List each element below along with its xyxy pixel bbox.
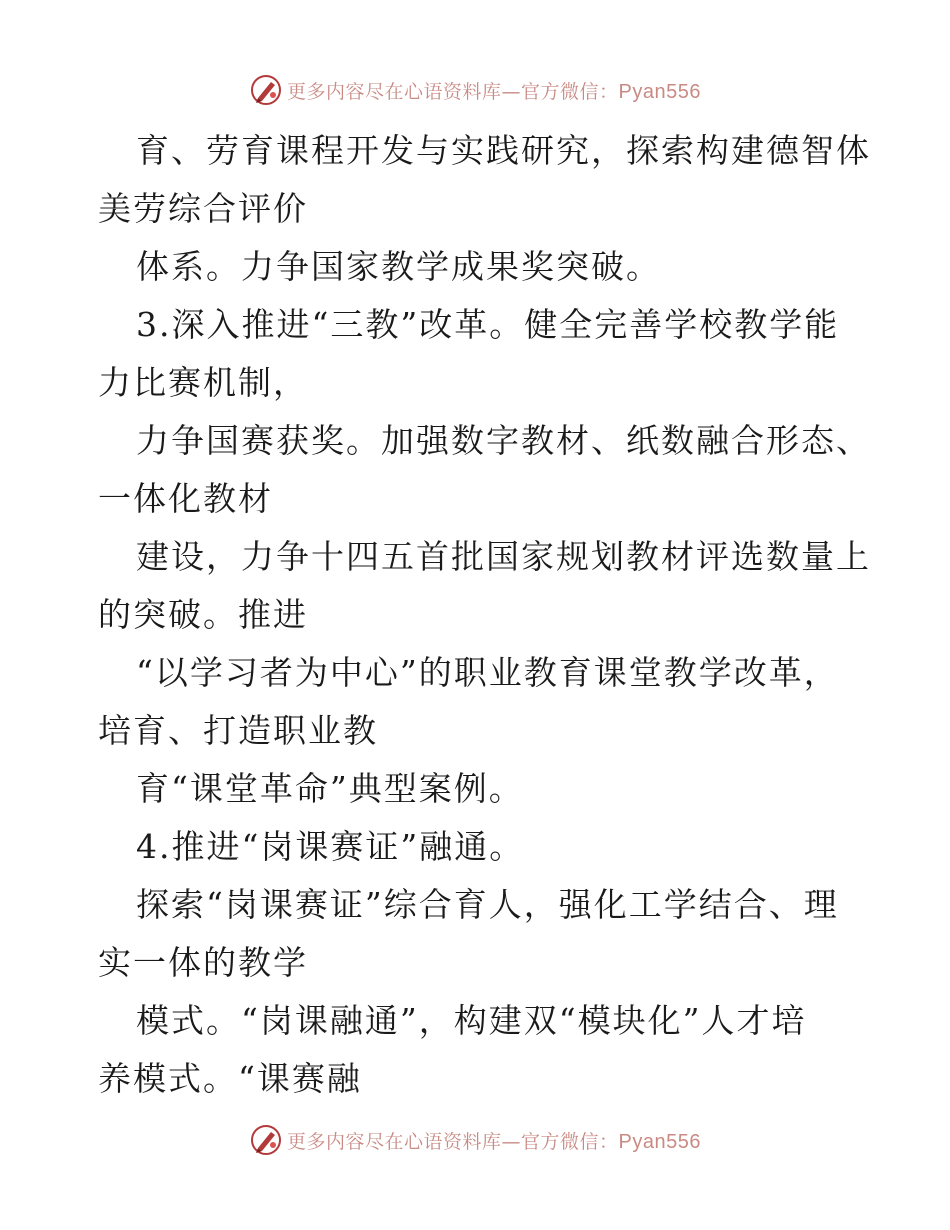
footer-watermark <box>0 1122 950 1158</box>
text-line: 培育、打造职业教 <box>98 711 378 750</box>
header-watermark <box>0 72 950 108</box>
text-line: 美劳综合评价 <box>98 189 308 228</box>
text-line: 力比赛机制， <box>98 363 308 402</box>
document-body <box>98 122 871 1108</box>
text-line: 育、劳育课程开发与实践研究，探索构建德智体 <box>136 131 871 170</box>
text-line: 育“课堂革命”典型案例。 <box>136 769 524 808</box>
text-line: 4.推进“岗课赛证”融通。 <box>136 827 525 866</box>
text-line: 建设，力争十四五首批国家规划教材评选数量上 <box>136 537 871 576</box>
text-line: 体系。力争国家教学成果奖突破。 <box>136 247 661 286</box>
watermark-text: 更多内容尽在心语资料库—官方微信：Pyan556 <box>287 80 701 103</box>
text-line: 一体化教材 <box>98 479 273 518</box>
text-line: 模式。“岗课融通”，构建双“模块化”人才培 <box>136 1001 807 1040</box>
text-line: “以学习者为中心”的职业教育课堂教学改革， <box>136 653 839 692</box>
text-line: 力争国赛获奖。加强数字教材、纸数融合形态、 <box>136 421 871 460</box>
watermark-text: 更多内容尽在心语资料库—官方微信：Pyan556 <box>287 1130 701 1153</box>
text-line: 的突破。推进 <box>98 595 308 634</box>
text-line: 3.深入推进“三教”改革。健全完善学校教学能 <box>136 305 840 344</box>
text-line: 实一体的教学 <box>98 943 308 982</box>
text-line: 养模式。“课赛融 <box>98 1059 362 1098</box>
text-line: 探索“岗课赛证”综合育人，强化工学结合、理 <box>136 885 839 924</box>
pen-logo-icon <box>249 1123 283 1157</box>
pen-logo-icon <box>249 73 283 107</box>
